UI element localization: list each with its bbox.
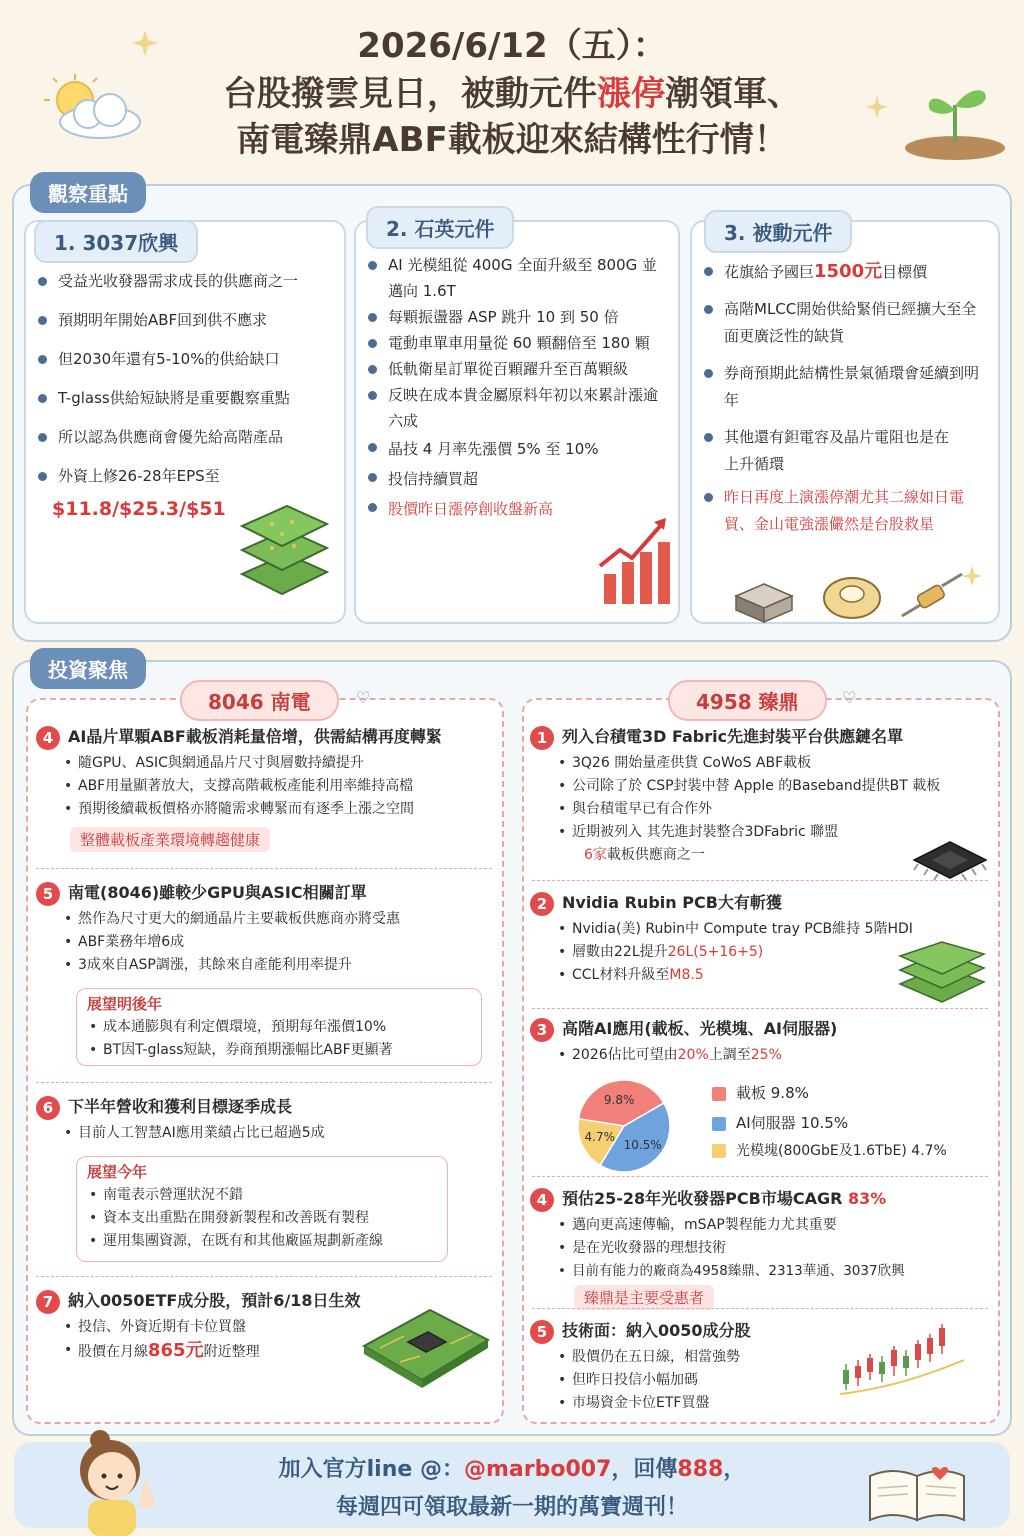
- right-item-4: [530, 1186, 992, 1310]
- list-item: 電動車單車用量從 60 顆翻倍至 180 顆: [362, 330, 668, 356]
- list-item: 昨日再度上演漲停潮尤其二線如日電貿、金山電強漲儼然是台股救星: [698, 484, 974, 538]
- list-item: • 股價仍在五日線，相當強勢: [558, 1346, 830, 1369]
- list-item: • 目前人工智慧AI應用業績占比已超過5成: [64, 1122, 496, 1145]
- list-item: AI 光模組從 400G 全面升級至 800G 並邁向 1.6T: [362, 252, 668, 304]
- right-item-3: [530, 1016, 992, 1067]
- passive-components-icon: [730, 566, 970, 626]
- list-item: • 但昨日投信小幅加碼: [558, 1369, 830, 1392]
- legend-item: 載板 9.8%: [712, 1082, 809, 1103]
- card-quartz-title: 2. 石英元件: [366, 206, 514, 249]
- list-item: 晶技 4 月率先漲價 5% 至 10%: [362, 434, 668, 464]
- line-id-link[interactable]: @marbo007: [463, 1457, 612, 1482]
- list-item: • 3成來自ASP調漲，其餘來自產能利用率提升: [64, 954, 496, 977]
- divider: [36, 868, 492, 869]
- pie-data-label: 9.8%: [603, 1092, 635, 1107]
- number-badge: 7: [36, 1290, 60, 1314]
- left-item-7: [36, 1288, 366, 1364]
- pie-data-label: 10.5%: [623, 1138, 662, 1153]
- observe-tab: 觀察重點: [30, 172, 146, 213]
- list-item: • 南電表示營運狀況不錯: [89, 1184, 447, 1207]
- number-badge: 5: [530, 1320, 554, 1344]
- pcb-stack-icon: [896, 940, 988, 1006]
- page-title-line2: 台股撥雲見日，被動元件漲停潮領軍、: [223, 74, 801, 114]
- list-item: • 資本支出重點在開發新製程和改善既有製程: [89, 1207, 447, 1230]
- left-item-4: [36, 724, 496, 852]
- list-item: • 運用集團資源，在既有和其他廠區規劃新產線: [89, 1230, 447, 1253]
- list-item: 投信持續買超: [362, 464, 668, 494]
- right-item-5: [530, 1318, 830, 1415]
- list-item: 券商預期此結構性景氣循環會延續到明年: [698, 360, 988, 414]
- divider: [532, 1176, 988, 1177]
- list-item: 高階MLCC開始供給緊俏已經擴大至全面更廣泛性的缺貨: [698, 296, 988, 350]
- girl-thumbs-up-icon: [70, 1426, 180, 1536]
- circuit-board-icon: [360, 1296, 492, 1392]
- focus-left-pill: 8046 南電: [180, 680, 339, 721]
- outlook-box-this-year: 展望今年 • 南電表示營運狀況不錯 • 資本支出重點在開發新製程和改善既有製程 • 運用集團資源，在既有和其他廠區規劃新產線: [76, 1156, 448, 1262]
- list-item: 外資上修26-28年EPS至: [32, 463, 334, 490]
- list-item: • 與台積電早已有合作外: [558, 798, 992, 821]
- item-heading: 南電(8046)雖較少GPU與ASIC相關訂單: [68, 883, 367, 902]
- list-item: • 預期後續載板價格亦將隨需求轉緊而有逐季上漲之空間: [64, 798, 496, 821]
- item-heading: 納入0050ETF成分股，預計6/18日生效: [68, 1291, 361, 1310]
- list-item: • 成本通膨與有利定價環境，預期每年漲價10%: [89, 1016, 481, 1039]
- divider: [532, 1308, 988, 1309]
- list-item: • 2026佔比可望由20%上調至25%: [558, 1044, 992, 1067]
- number-badge: 4: [530, 1188, 554, 1212]
- number-badge: 6: [36, 1096, 60, 1120]
- chip-icon: [908, 834, 992, 884]
- list-item: • 股價在月線865元附近整理: [64, 1339, 366, 1364]
- list-item: 每顆振盪器 ASP 跳升 10 到 50 倍: [362, 304, 668, 330]
- item-heading: 下半年營收和獲利目標逐季成長: [68, 1097, 293, 1116]
- list-item: 反映在成本貴金屬原料年初以來累計漲逾六成: [362, 382, 668, 434]
- card-passive-title: 3. 被動元件: [704, 210, 852, 253]
- page-title-line3: 南電臻鼎ABF載板迎來結構性行情！: [236, 120, 788, 160]
- divider: [36, 1276, 492, 1277]
- list-item: 花旗給予國巨1500元目標價: [698, 258, 988, 286]
- focus-tab: 投資聚焦: [30, 648, 146, 689]
- footer-line1: 加入官方line @：@marbo007，回傳888，: [278, 1457, 746, 1482]
- list-item: • 隨GPU、ASIC與網通晶片尺寸與層數持續提升: [64, 752, 496, 775]
- list-item: • 層數由22L提升26L(5+16+5): [558, 941, 992, 964]
- heart-icon: ♡: [356, 688, 371, 707]
- highlight-note: 整體載板產業環境轉趨健康: [70, 827, 270, 852]
- list-item: • 近期被列入 其先進封裝整合3DFabric 聯盟: [558, 821, 992, 844]
- item-heading: 技術面：納入0050成分股: [562, 1321, 751, 1340]
- list-item: • 然作為尺寸更大的網通晶片主要載板供應商亦將受惠: [64, 908, 496, 931]
- item-heading: 高階AI應用(載板、光模塊、AI伺服器): [562, 1019, 838, 1038]
- list-item: • Nvidia(美) Rubin中 Compute tray PCB維持 5階HDI: [558, 918, 992, 941]
- list-item: 但2030年還有5-10%的供給缺口: [32, 346, 334, 373]
- heart-icon: ♡: [842, 688, 857, 707]
- list-item: • BT因T-glass短缺，券商預期漲幅比ABF更顯著: [89, 1039, 481, 1062]
- item-heading: 預估25-28年光收發器PCB市場CAGR 83%: [562, 1189, 887, 1208]
- list-item: • 邁向更高速傳輸，mSAP製程能力尤其重要: [558, 1214, 992, 1237]
- number-badge: 4: [36, 726, 60, 750]
- item-heading: AI晶片單顆ABF載板消耗量倍增，供需結構再度轉緊: [68, 727, 442, 746]
- card-3037-list: [32, 268, 334, 490]
- item-heading: 列入台積電3D Fabric先進封裝平台供應鏈名單: [562, 727, 904, 746]
- divider: [36, 1082, 492, 1083]
- eps-value: $11.8/$25.3/$51: [52, 498, 226, 520]
- outlook-box-next-years: 展望明後年 • 成本通膨與有利定價環境，預期每年漲價10% • BT因T-glass短缺，券商預期漲幅比ABF更顯著: [76, 988, 482, 1066]
- pie-data-label: 4.7%: [584, 1130, 616, 1145]
- list-item: 所以認為供應商會優先給高階產品: [32, 424, 334, 451]
- list-item: • 投信、外資近期有卡位買盤: [64, 1316, 366, 1339]
- number-badge: 3: [530, 1018, 554, 1042]
- divider: [532, 880, 988, 881]
- pcb-stack-icon: [232, 494, 332, 604]
- legend-item: AI伺服器 10.5%: [712, 1112, 848, 1133]
- left-item-5: [36, 880, 496, 977]
- number-badge: 1: [530, 726, 554, 750]
- list-item: • ABF業務年增6成: [64, 931, 496, 954]
- focus-right-pill: 4958 臻鼎: [668, 680, 827, 721]
- sparkle-icon: [962, 566, 982, 586]
- card-passive-list: [698, 258, 988, 538]
- list-item: • CCL材料升級至M8.5: [558, 964, 992, 987]
- list-item: • 公司除了於 CSP封裝中替 Apple 的Baseband提供BT 載板: [558, 775, 992, 798]
- legend-item: 光模塊(800GbE及1.6TbE) 4.7%: [712, 1140, 947, 1160]
- list-item: 股價昨日漲停創收盤新高: [362, 494, 588, 524]
- card-3037-title: 1. 3037欣興: [34, 220, 198, 263]
- share-pie-chart: [564, 1076, 688, 1176]
- footer-line2: 每週四可領取最新一期的萬寶週刊！: [335, 1495, 688, 1520]
- rising-chart-icon: [596, 514, 672, 606]
- card-quartz-list: [362, 252, 668, 524]
- right-item-1: 1 列入台積電3D Fabric先進封裝平台供應鏈名單 • 3Q26 開始量產供貨 CoWoS ABF載板 • 公司除了於 CSP封裝中替 Apple 的Baseband提供BT 載板 • 與台積電早已有合作外 • 近期被列入 其先進封裝整合3DFabric 聯盟 6家載板供應商之一: [530, 724, 992, 866]
- list-item: 受益光收發器需求成長的供應商之一: [32, 268, 334, 295]
- divider: [532, 1008, 988, 1009]
- list-item: • 3Q26 開始量產供貨 CoWoS ABF載板: [558, 752, 992, 775]
- left-item-6: [36, 1094, 496, 1145]
- list-item: 預期明年開始ABF回到供不應求: [32, 307, 334, 334]
- list-item: • 是在光收發器的理想技術: [558, 1237, 992, 1260]
- open-book-icon: [862, 1456, 972, 1526]
- list-item: • 目前有能力的廠商為4958臻鼎、2313華通、3037欣興: [558, 1260, 992, 1283]
- page-date: 2026/6/12（五）：: [357, 26, 667, 66]
- number-badge: 5: [36, 882, 60, 906]
- list-item: • 市場資金卡位ETF買盤: [558, 1392, 830, 1415]
- list-item: T-glass供給短缺將是重要觀察重點: [32, 385, 334, 412]
- item-heading: Nvidia Rubin PCB大有斬獲: [562, 893, 782, 912]
- highlight-note: 臻鼎是主要受惠者: [574, 1285, 714, 1310]
- candlestick-icon: [836, 1320, 968, 1404]
- list-item: 其他還有鉭電容及晶片電阻也是在上升循環: [698, 424, 960, 478]
- list-item: 低軌衛星訂單從百顆躍升至百萬顆級: [362, 356, 668, 382]
- list-item: • ABF用量顯著放大，支撐高階載板產能利用率維持高檔: [64, 775, 496, 798]
- number-badge: 2: [530, 892, 554, 916]
